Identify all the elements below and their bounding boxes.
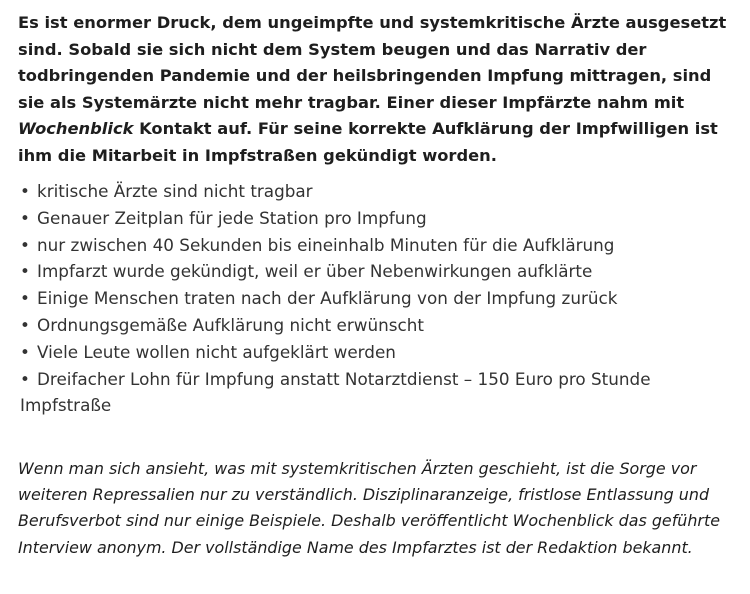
list-item [20,339,720,366]
list-item-text: Dreifacher Lohn für Impfung anstatt Notarztdienst – 150 Euro pro Stunde Impfstraße [20,368,651,416]
list-item [20,232,720,259]
list-item [20,366,720,420]
bullet-icon: • [20,234,30,255]
key-points-list [20,178,720,419]
list-item-text: Genauer Zeitplan für jede Station pro Impfung [37,207,427,228]
list-item [20,258,720,285]
bullet-icon: • [20,341,30,362]
intro-brand-name: Wochenblick [18,119,134,138]
bullet-icon: • [20,288,30,309]
bullet-icon: • [20,207,30,228]
list-item [20,312,720,339]
list-item-text: nur zwischen 40 Sekunden bis eineinhalb Minuten für die Aufklärung [37,234,615,255]
article-content [18,10,734,169]
bullet-icon: • [20,181,30,201]
intro-text-part1: Es ist enormer Druck, dem ungeimpfte und systemkritische Ärzte ausgesetzt sind. Sobald sie sich nicht dem System beugen und das Narrativ der todbringenden Pandemie und der heilsbringenden Impfung mittragen, sind sie als Systemärzte nicht mehr tragbar. Einer dieser Impfärzte nahm mit [18,13,727,112]
intro-paragraph [18,10,734,169]
list-item-text: Viele Leute wollen nicht aufgeklärt werden [37,341,396,362]
editor-note: Wenn man sich ansieht, was mit systemkritischen Ärzten geschieht, ist die Sorge vor weiteren Repressalien nur zu verständlich. Disziplinaranzeige, fristlose Entlassung und Berufsverbot sind nur einige Beispiele. Deshalb veröffentlicht Wochenblick das geführte Interview anonym. Der vollständige Name des Impfarztes ist der Redaktion bekannt. [18,459,720,557]
list-item-text: Impfarzt wurde gekündigt, weil er über Nebenwirkungen aufklärte [37,261,593,282]
list-item [20,205,720,232]
intro-text-part2: Kontakt auf. Für seine korrekte Aufklärung der Impfwilligen ist ihm die Mitarbeit in Impfstraßen gekündigt worden. [18,119,718,165]
list-item-text: Einige Menschen traten nach der Aufklärung von der Impfung zurück [37,288,618,309]
list-item-text: Ordnungsgemäße Aufklärung nicht erwünscht [37,314,424,335]
bullet-icon: • [20,314,30,335]
list-item [20,178,720,205]
list-item [20,285,720,312]
bullet-icon: • [20,261,30,282]
list-item-text: kritische Ärzte sind nicht tragbar [37,181,313,201]
bullet-icon: • [20,368,30,389]
